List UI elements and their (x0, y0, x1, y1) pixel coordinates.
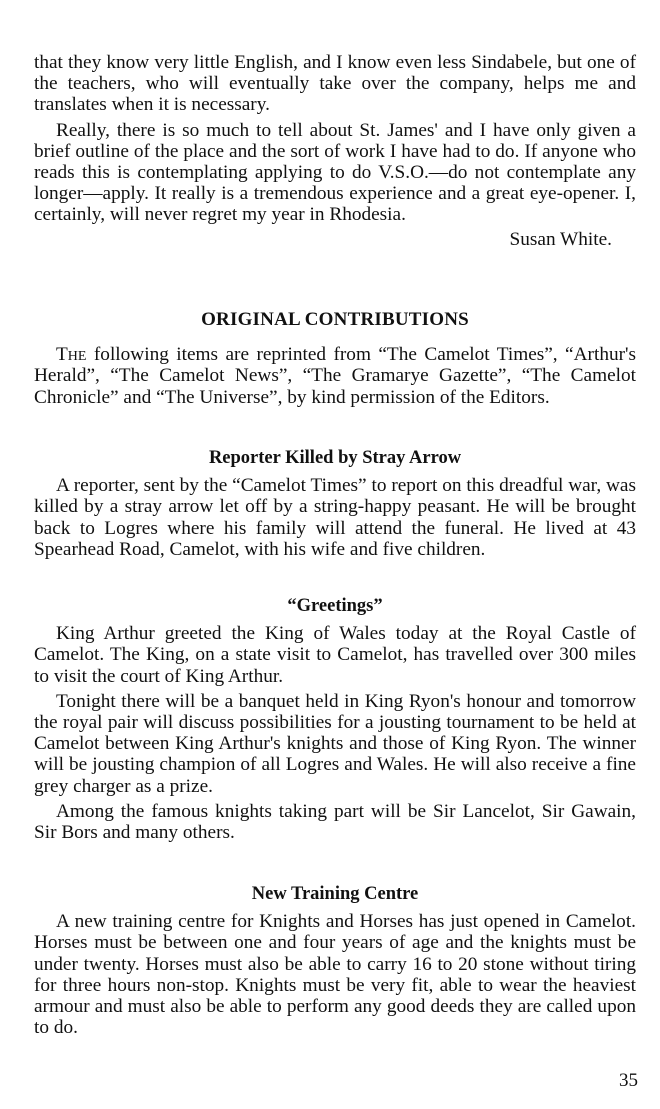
paragraph: Really, there is so much to tell about St. James' and I have only given a brief outline of the place and the sort of work I have had to do. If anyone who reads this is contemplating applying to do V.S.O.—do not contemplate any longer—apply. It really is a tremendous experience and a great eye-opener. I, certainly, will never regret my year in Rhodesia. (34, 119, 636, 226)
article-paragraph: A reporter, sent by the “Camelot Times” to report on this dreadful war, was killed by a stray arrow let off by a string-happy peasant. He will be brought back to Logres where his family will attend the funeral. He lived at 43 Spearhead Road, Camelot, with his wife and five children. (34, 475, 636, 560)
paragraph: that they know very little English, and I know even less Sindabele, but one of the teachers, who will eventually take over the company, helps me and translates when it is necessary. (34, 52, 636, 116)
article-paragraph: Among the famous knights taking part will be Sir Lancelot, Sir Gawain, Sir Bors and many others. (34, 800, 636, 844)
page-number: 35 (619, 1070, 638, 1091)
article-paragraph: A new training centre for Knights and Horses has just opened in Camelot. Horses must be between one and four years of age and the knights must be under twenty. Horses must also be able to carry 16 to 20 stone without tiring for three hours non-stop. Knights must be very fit, able to wear the heaviest armour and must also be able to perform any good deeds they are called upon to do. (34, 911, 636, 1039)
article (34, 448, 636, 560)
intro-block (34, 52, 636, 250)
article-paragraph: King Arthur greeted the King of Wales today at the Royal Castle of Camelot. The King, on a state visit to Camelot, has travelled over 300 miles to visit the court of King Arthur. (34, 623, 636, 687)
contributions-section (34, 309, 636, 408)
author-signature: Susan White. (509, 228, 612, 250)
article-paragraph: Tonight there will be a banquet held in King Ryon's honour and tomorrow the royal pair will discuss possibilities for a jousting tournament to be held at Camelot between King Arthur's knights and those of King Ryon. The winner will be jousting champion of all Logres and Wales. He will also receive a fine grey charger as a prize. (34, 690, 636, 797)
section-heading: ORIGINAL CONTRIBUTIONS (201, 309, 469, 330)
article (34, 884, 636, 1038)
section-intro-text: following items are reprinted from “The Camelot Times”, “Arthur's Herald”, “The Camelot News”, “The Gramarye Gazette”, “The Camelot Chronicle” and “The Universe”, by kind permission of the Editors. (34, 344, 636, 408)
article (34, 596, 636, 843)
drop-word: The (56, 344, 87, 366)
section-intro (34, 344, 636, 408)
article-title: New Training Centre (251, 884, 419, 904)
article-title: Reporter Killed by Stray Arrow (208, 448, 462, 468)
article-title: “Greetings” (287, 596, 383, 616)
